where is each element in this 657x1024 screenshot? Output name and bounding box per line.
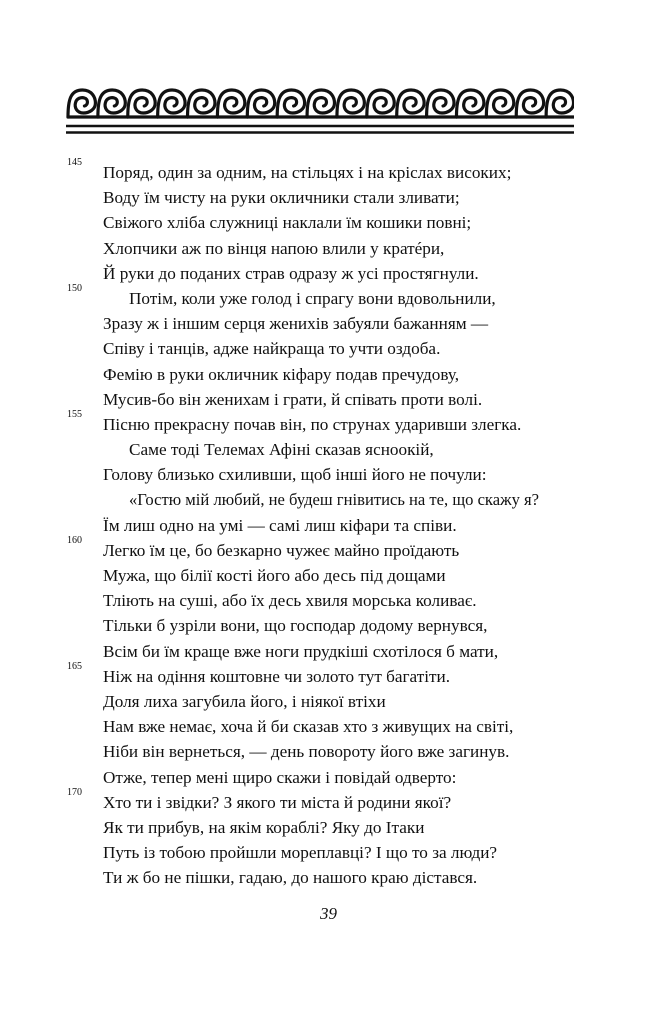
verse-line: [0, 588, 657, 613]
verse-line: [0, 865, 657, 890]
wave-curl: [427, 90, 454, 117]
verse-line: [0, 408, 657, 437]
line-number: 160: [67, 534, 82, 546]
verse-line: [0, 613, 657, 638]
line-number: 170: [67, 786, 82, 798]
verse-line: [0, 765, 657, 790]
wave-curl: [397, 90, 424, 117]
verse-text: Саме тоді Телемах Афіні сказав ясноокій,: [129, 440, 434, 460]
verse-text: Свіжого хліба служниці наклали їм кошики повні;: [103, 213, 472, 233]
verse-text: Отже, тепер мені щиро скажи і повідай одверто:: [103, 767, 457, 787]
verse-line: [0, 786, 657, 815]
verse-text: Всім би їм краще вже ноги прудкіші схотілося б мати,: [103, 641, 499, 661]
poem-text: [0, 157, 657, 890]
verse-text: Як ти прибув, на якім кораблі? Яку до Ітаки: [103, 817, 425, 837]
verse-text: Хто ти і звідки? З якого ти міста й родини якої?: [103, 792, 452, 812]
verse-text: Воду їм чисту на руки окличники стали зливати;: [103, 188, 460, 208]
wave-curl: [486, 90, 513, 117]
wave-curl: [128, 90, 155, 117]
verse-text: Ніби він вернеться, — день повороту його вже загинув.: [103, 742, 510, 762]
line-number: 150: [67, 282, 82, 294]
wave-curl: [158, 90, 185, 117]
verse-text: Фемію в руки окличник кіфару подав пречудову,: [103, 364, 460, 384]
verse-text: Ніж на одіння коштовне чи золото тут багатіти.: [103, 666, 451, 686]
verse-line: [0, 462, 657, 487]
verse-text: Нам вже немає, хоча й би сказав хто з живущих на світі,: [103, 717, 514, 737]
verse-text: Пісню прекрасну почав він, по струнах ударивши злегка.: [103, 414, 522, 434]
verse-line: [0, 157, 657, 185]
wave-curl: [68, 90, 95, 117]
verse-line: [0, 311, 657, 336]
wave-curl: [277, 90, 304, 117]
verse-text: Їм лиш одно на умі — самі лиш кіфари та співи.: [103, 515, 457, 535]
verse-text: Зразу ж і іншим серця женихів забуяли бажанням —: [103, 314, 489, 334]
wave-curl: [98, 90, 125, 117]
verse-text: Й руки до поданих страв одразу ж усі простягнули.: [103, 263, 479, 283]
wave-curl: [247, 90, 274, 117]
verse-line: [0, 534, 657, 563]
verse-text: Голову близько схиливши, щоб інші його не почули:: [103, 465, 487, 485]
verse-line: [0, 815, 657, 840]
verse-line: [0, 185, 657, 210]
wave-curl: [516, 90, 543, 117]
wave-curl: [307, 90, 334, 117]
verse-line: [0, 487, 657, 512]
verse-text: Співу і танців, адже найкраща то учти оздоба.: [103, 339, 441, 359]
verse-text: Мусив-бо він женихам і грати, й співать проти волі.: [103, 389, 483, 409]
wave-curl: [546, 90, 573, 117]
wave-curl: [217, 90, 244, 117]
verse-line: [0, 362, 657, 387]
verse-text: Хлопчики аж по вінця напою влили у кратéри,: [103, 238, 445, 258]
verse-text: Доля лиха загубила його, і ніякої втіхи: [103, 691, 386, 711]
verse-text: «Гостю мій любий, не будеш гнівитись на те, що скажу я?: [129, 490, 540, 510]
verse-line: [0, 689, 657, 714]
wave-curl: [337, 90, 364, 117]
verse-text: Поряд, один за одним, на стільцях і на кріслах високих;: [103, 163, 512, 182]
verse-line: [0, 563, 657, 588]
verse-text: Мужа, що білії кості його або десь під дощами: [103, 566, 446, 585]
verse-text: Ти ж бо не пішки, гадаю, до нашого краю дістався.: [103, 868, 478, 888]
verse-text: Путь із тобою пройшли мореплавці? І що то за люди?: [103, 843, 498, 863]
verse-line: [0, 282, 657, 311]
verse-text: Тліють на суші, або їх десь хвиля морська коливає.: [103, 591, 477, 611]
wave-curl: [188, 90, 215, 117]
verse-line: [0, 437, 657, 462]
verse-line: [0, 840, 657, 865]
verse-text: Тільки б узріли вони, що господар додому вернувся,: [103, 616, 488, 636]
line-number: 145: [67, 157, 82, 168]
verse-text: Потім, коли уже голод і спрагу вони вдовольнили,: [129, 288, 496, 308]
line-number: 165: [67, 660, 82, 672]
line-number: 155: [67, 408, 82, 420]
verse-line: [0, 210, 657, 235]
verse-line: [0, 639, 657, 664]
wave-ornament-icon: [66, 86, 574, 142]
verse-line: [0, 261, 657, 286]
wave-curl: [456, 90, 483, 117]
verse-line: [0, 714, 657, 739]
verse-line: [0, 236, 657, 261]
verse-line: [0, 739, 657, 764]
wave-curl: [367, 90, 394, 117]
verse-line: [0, 660, 657, 689]
verse-line: [0, 336, 657, 361]
page-number: 39: [320, 904, 337, 923]
verse-text: Легко їм це, бо безкарно чужеє майно проїдають: [103, 540, 460, 560]
verse-line: [0, 513, 657, 538]
verse-line: [0, 387, 657, 412]
